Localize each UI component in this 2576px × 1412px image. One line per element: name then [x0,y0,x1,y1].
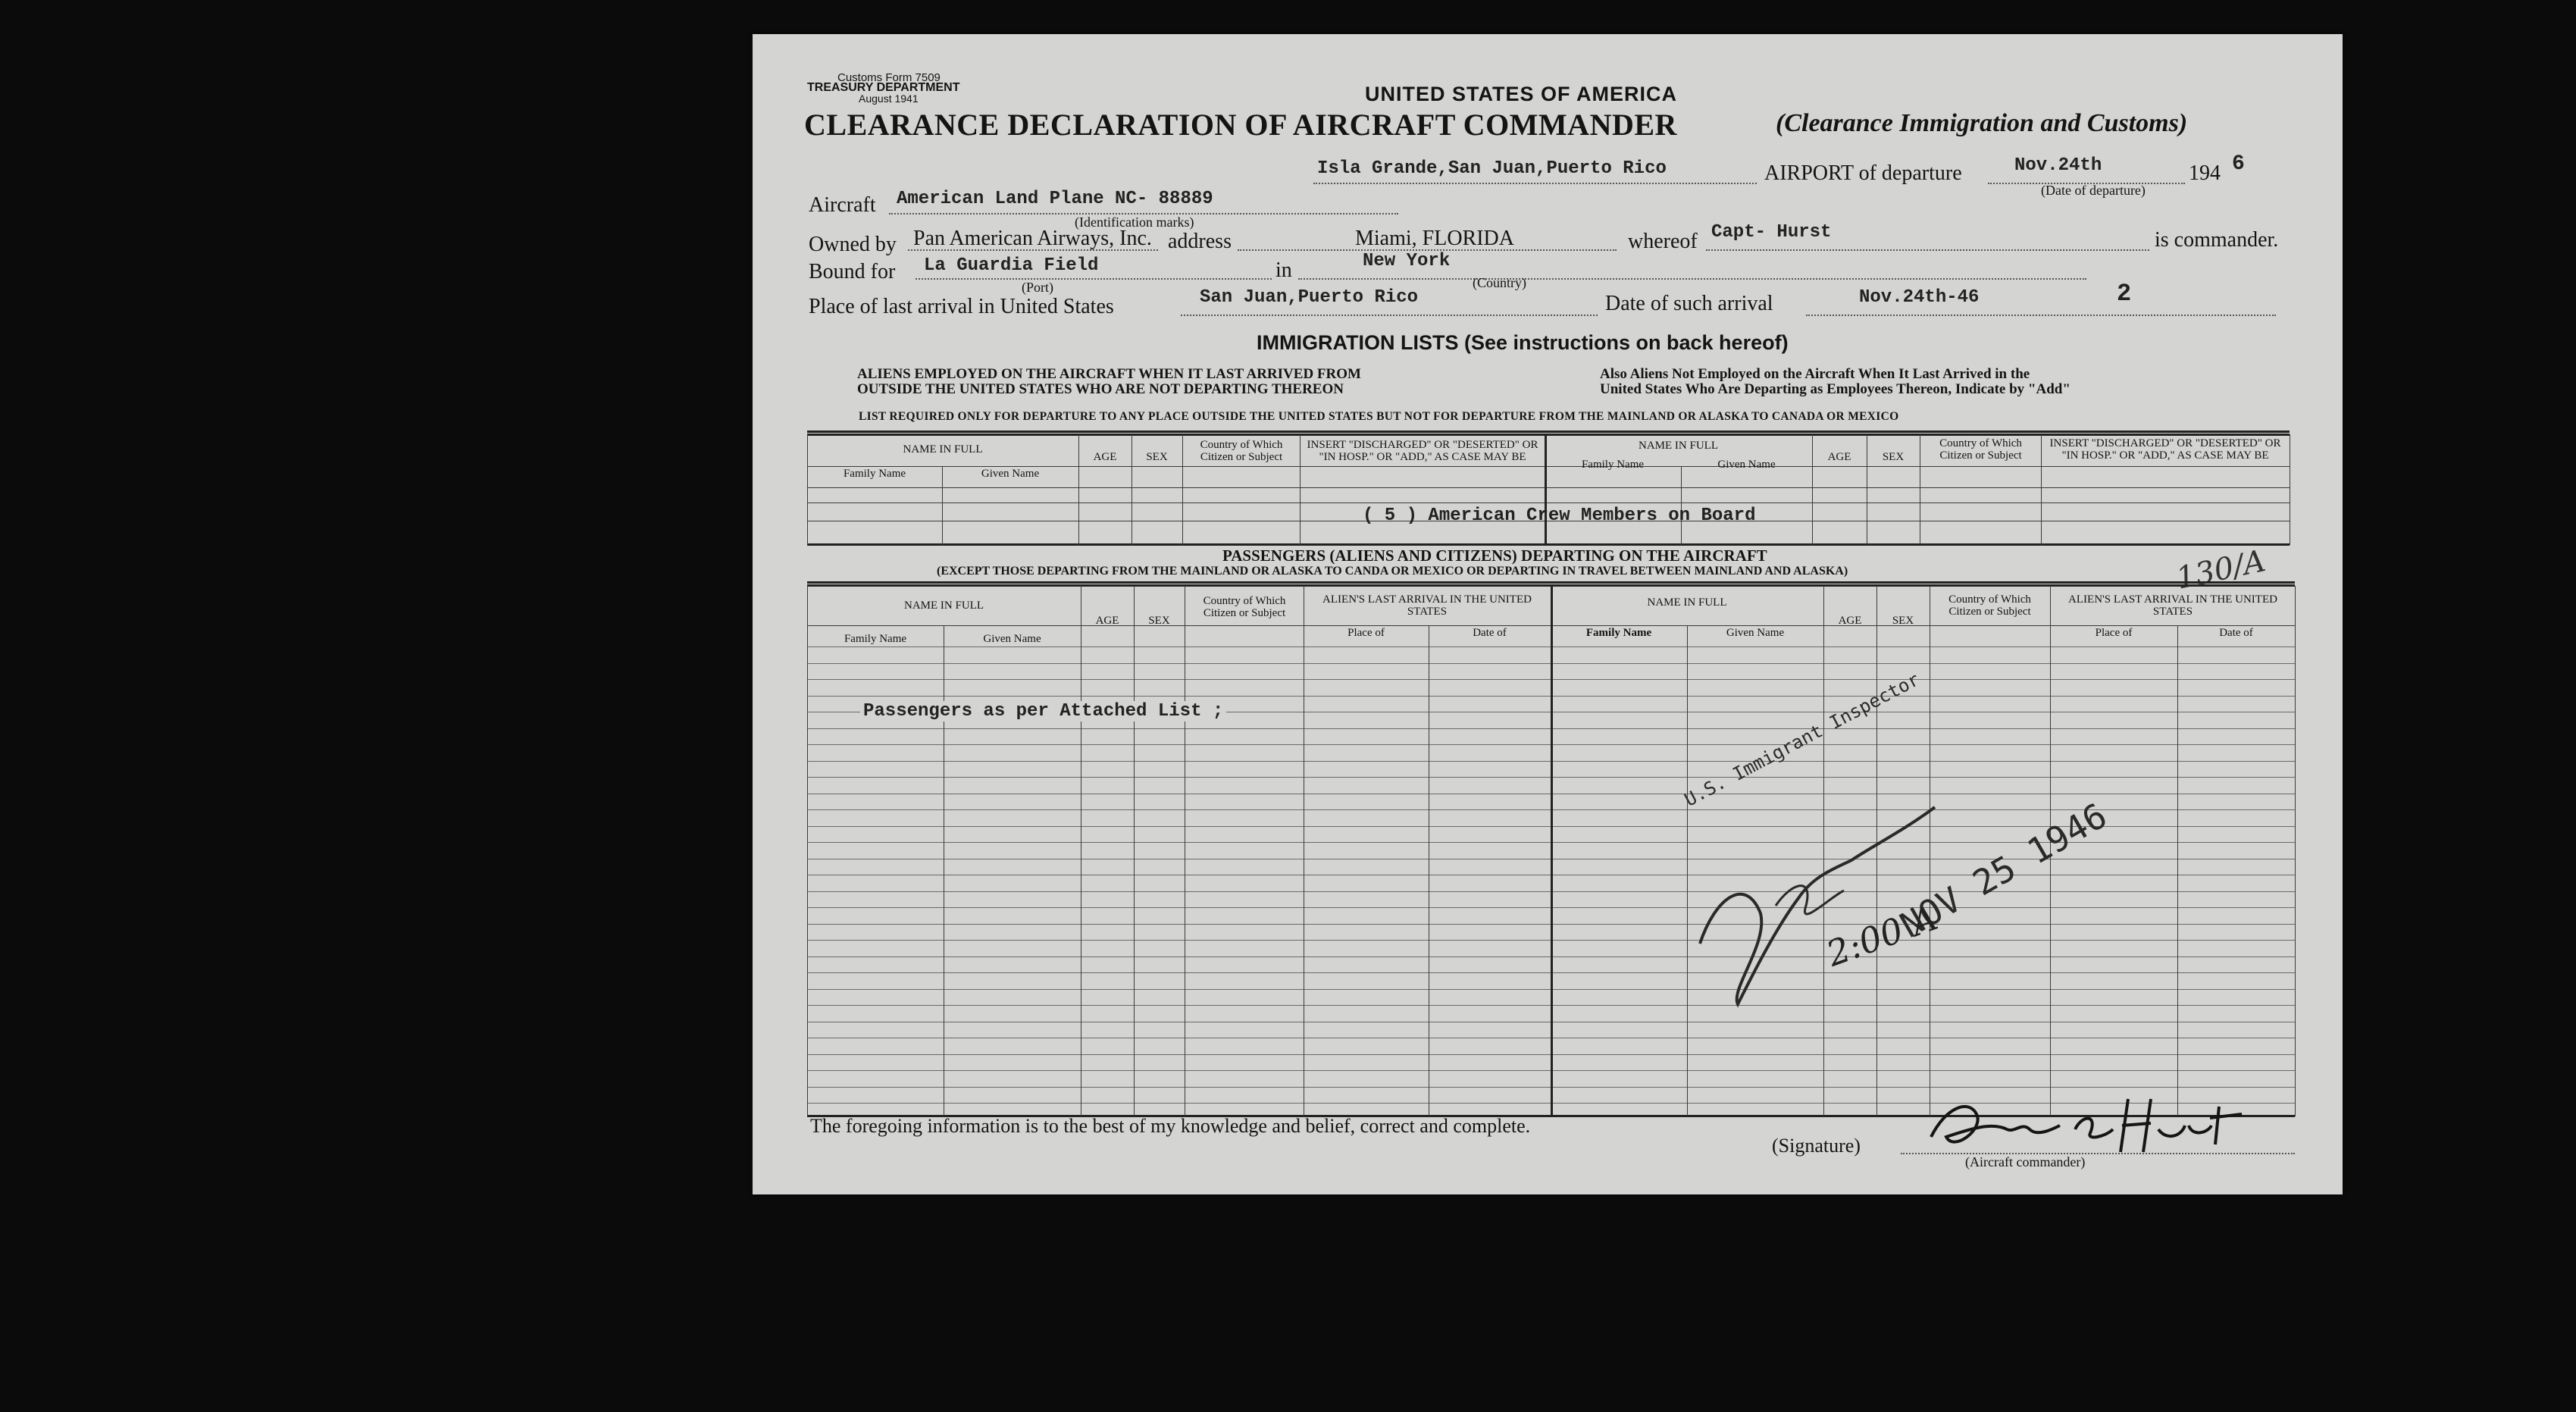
table2-center-divider [1551,586,1553,1116]
table2-col-line [1134,586,1135,1116]
departure-airport-value: Isla Grande,San Juan,Puerto Rico [1317,158,1667,179]
commander-rule [1706,249,2149,251]
country-heading: UNITED STATES OF AMERICA [1365,83,1677,105]
t1-country-header: Country of Which Citizen or Subject [1200,439,1283,463]
t1-family-header: Family Name [843,468,906,480]
last-arrival-date-rule [1806,315,2276,316]
table2-col-line [807,586,808,1116]
passengers-title: PASSENGERS (ALIENS AND CITIZENS) DEPARTING ON THE AIRCRAFT [1222,546,1767,565]
table1-col-line [1300,434,1301,545]
form-date: August 1941 [859,92,919,105]
department-label: TREASURY DEPARTMENT [807,81,960,94]
t2-country-header: Country of Which Citizen or Subject [1203,595,1286,619]
departure-year-suffix: 6 [2232,152,2245,176]
t1r-country-header: Country of Which Citizen or Subject [1939,437,2022,462]
form-number: Customs Form 7509 [837,71,941,84]
t2-date-header: Date of [1473,627,1507,639]
table2-top-border [807,581,2295,584]
t2-last-arrival-header: ALIEN'S LAST ARRIVAL IN THE UNITED STATES [1322,593,1532,618]
t2r-last-arrival-header: ALIEN'S LAST ARRIVAL IN THE UNITED STATES [2068,593,2277,618]
aliens-left-heading-2: OUTSIDE THE UNITED STATES WHO ARE NOT DEPARTING THEREON [857,381,1344,397]
immigration-title: IMMIGRATION LISTS (See instructions on back hereof) [1257,331,1789,354]
inspector-stamp-initials: 2:00 A [1821,897,1943,975]
table1-row-line [807,502,2290,503]
inspector-stamp-date: NOV 25 1946 [1893,794,2114,946]
departure-airport-label: AIRPORT of departure [1764,161,1962,185]
departure-year-prefix: 194 [2189,161,2221,185]
t1-insert-header: INSERT "DISCHARGED" OR "DESERTED" OR "IN HOSP." OR "ADD," AS CASE MAY BE [1307,439,1538,463]
table2-col-line [2295,586,2296,1116]
t1-name-header: NAME IN FULL [903,443,983,456]
passengers-margin-note: 130/A [2173,543,2269,596]
aircraft-label: Aircraft [809,193,876,217]
last-arrival-place: San Juan,Puerto Rico [1200,287,1419,308]
owned-rule [908,249,1158,251]
t1-age-header: AGE [1093,451,1117,463]
table1-bottom-border [807,543,2290,546]
t1r-name-header: NAME IN FULL [1639,440,1718,452]
t2-given-header: Given Name [983,633,1041,645]
t1r-age-header: AGE [1827,451,1851,463]
t1-given-header: Given Name [981,468,1040,480]
page-title: CLEARANCE DECLARATION OF AIRCRAFT COMMANDER [804,108,1677,142]
commander-value: Capt- Hurst [1711,222,1832,243]
bound-label: Bound for [809,260,896,283]
signature-caption: (Aircraft commander) [1965,1154,2086,1169]
bound-port-rule [916,278,1272,280]
last-arrival-place-rule [1181,315,1598,316]
t2-place-header: Place of [1347,627,1385,639]
signature-label: (Signature) [1772,1135,1861,1157]
crew-entry: ( 5 ) American Crew Members on Board [1363,506,1756,526]
aircraft-value: American Land Plane NC- 88889 [897,189,1213,209]
departure-date-value: Nov.24th [2014,155,2102,176]
last-arrival-label: Place of last arrival in United States [809,295,1114,318]
inspector-signature [1685,762,1973,1019]
aircraft-caption: (Identification marks) [1075,214,1194,230]
passenger-entry: Passengers as per Attached List ; [860,701,1226,722]
owned-value: Pan American Airways, Inc. [913,227,1152,250]
t2r-country-header: Country of Which Citizen or Subject [1948,593,2031,618]
table1-top-border-2 [807,434,2290,436]
bound-in-label: in [1275,258,1292,282]
t2r-given-header: Given Name [1726,627,1785,639]
t2-family-header: Family Name [844,633,907,645]
table1-top-border [807,430,2290,433]
t1r-sex-header: SEX [1882,451,1905,463]
address-label: address [1168,230,1232,253]
aliens-right-heading-2: United States Who Are Departing as Employees Thereon, Indicate by "Add" [1600,381,2071,397]
t2r-name-header: NAME IN FULL [1647,596,1727,609]
t2r-family-header: Family Name [1585,627,1652,639]
departure-date-caption: (Date of departure) [2041,183,2146,198]
aliens-left-heading-1: ALIENS EMPLOYED ON THE AIRCRAFT WHEN IT LAST ARRIVED FROM [857,366,1361,382]
t2r-date-header: Date of [2219,627,2253,639]
table1-row-line [807,487,2290,488]
declaration-form [753,34,2343,1194]
last-arrival-date-value: Nov.24th-46 [1859,287,1980,308]
commander-signature [1923,1084,2272,1160]
commander-suffix: is commander. [2155,228,2279,252]
t2-sex-header: SEX [1148,615,1170,627]
departure-airport-rule [1313,183,1757,184]
table2-col-line [2177,625,2178,1116]
t2-name-header: NAME IN FULL [904,600,984,612]
t2r-age-header: AGE [1838,615,1862,627]
t1r-given-header: Given Name [1717,459,1776,471]
address-value: Miami, FLORIDA [1355,227,1514,250]
list-requirement-note: LIST REQUIRED ONLY FOR DEPARTURE TO ANY PLACE OUTSIDE THE UNITED STATES BUT NOT FOR DEPARTURE FROM THE MAINLAND OR ALASKA TO CANADA OR MEXICO [859,410,1899,423]
passengers-subtitle: (EXCEPT THOSE DEPARTING FROM THE MAINLAND OR ALASKA TO CANDA OR MEXICO OR DEPARTING IN TRAVEL BETWEEN MAINLAND AND ALASKA) [937,565,1848,578]
bound-country-rule [1298,278,2086,280]
page-subtitle: (Clearance Immigration and Customs) [1776,109,2188,137]
aliens-right-heading-1: Also Aliens Not Employed on the Aircraft When It Last Arrived in the [1600,366,2030,382]
bound-country-caption: (Country) [1473,275,1526,290]
t2r-sex-header: SEX [1892,615,1914,627]
owned-label: Owned by [809,233,897,256]
whereof-label: whereof [1628,230,1698,253]
table1-col-line [1182,434,1183,545]
bound-country-value: New York [1363,251,1451,271]
t1r-family-header: Family Name [1581,459,1645,471]
last-arrival-date-label: Date of such arrival [1605,292,1773,315]
t2r-place-header: Place of [2095,627,2133,639]
bound-port-value: La Guardia Field [924,255,1099,276]
inspector-stamp-text: U.S. Immigrant Inspector [1681,668,1923,811]
last-arrival-extra-mark: 2 [2117,280,2132,308]
t1r-insert-header: INSERT "DISCHARGED" OR "DESERTED" OR "IN HOSP." OR "ADD," AS CASE MAY BE [2049,437,2281,462]
t2-age-header: AGE [1095,615,1119,627]
t1-sex-header: SEX [1146,451,1168,463]
table1-col-line [2041,434,2042,545]
bound-port-caption: (Port) [1022,280,1053,295]
declaration-statement: The foregoing information is to the best of my knowledge and belief, correct and complete. [810,1115,1531,1137]
